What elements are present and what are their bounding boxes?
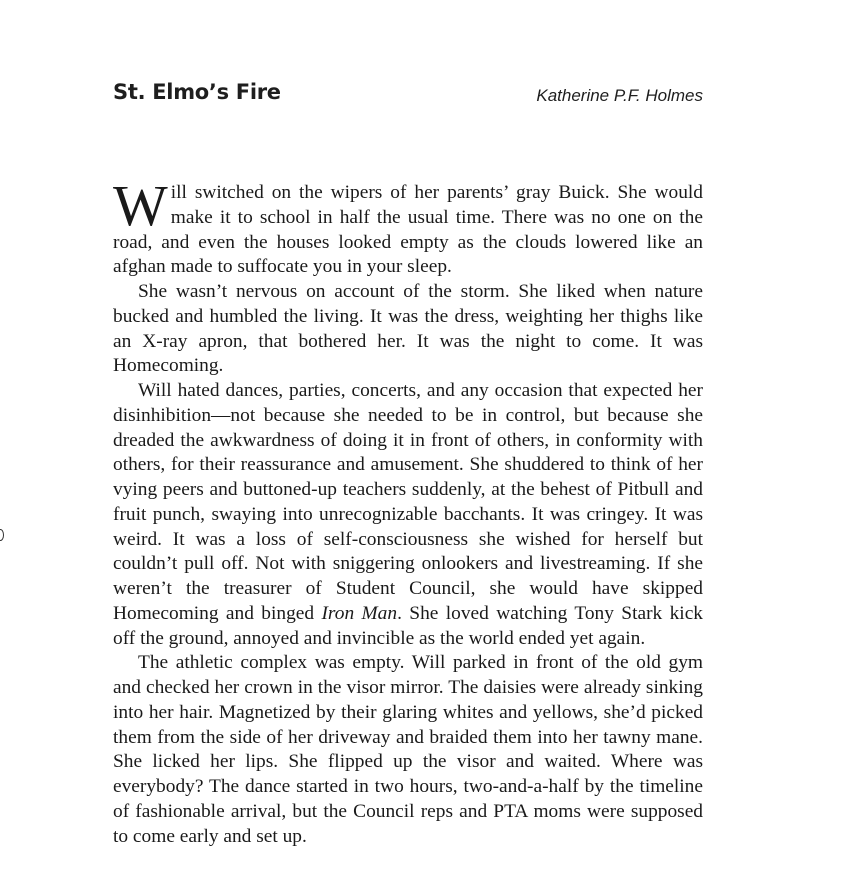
- author-name: Katherine P.F. Holmes: [536, 86, 703, 105]
- drop-cap: W: [113, 173, 168, 238]
- paragraph-1-text: ill switched on the wipers of her parents’ gray Buick. She would make it to school in half the usual time. There was no one on the road, and even the houses looked empty as the clouds lowered like an afghan made to suffocate you in your sleep.: [113, 182, 703, 278]
- movie-title: Iron Man: [321, 602, 398, 624]
- paragraph-3-text-b: . She loved watching Tony Stark kick off the ground, annoyed and invincible as the world ended yet again.: [113, 602, 703, 649]
- paragraph-4: The athletic complex was empty. Will parked in front of the old gym and checked her crown in the visor mirror. The daisies were already sinking into her hair. Magnetized by their glaring whites and yellows, she’d picked them from the side of her driveway and braided them into her tawny mane. She licked her lips. She flipped up the visor and waited. Where was everybody? The dance started in two hours, two-and-a-half by the timeline of fashionable arrival, but the Council reps and PTA moms were supposed to come early and set up.: [113, 652, 703, 847]
- paragraph-3: [113, 379, 703, 651]
- paragraph-1: [113, 173, 703, 280]
- page-header: [113, 80, 703, 112]
- story-title: St. Elmo’s Fire: [113, 80, 281, 104]
- margin-mark: [0, 529, 4, 541]
- paragraph-3-text-a: Will hated dances, parties, concerts, and any occasion that expected her disinhibition—not because she needed to be in control, but because she dreaded the awkwardness of doing it in front of others, in conformity with others, for their reassurance and amusement. She shuddered to think of her vying peers and buttoned-up teachers suddenly, at the behest of Pitbull and fruit punch, swaying into unrecognizable bacchants. It was cringey. It was weird. It was a loss of self-consciousness she wished for herself but couldn’t pull off. Not with sniggering onlookers and livestreaming. If she weren’t the treasurer of Student Council, she would have skipped Homecoming and binged: [113, 380, 703, 624]
- story-body: [113, 173, 703, 849]
- paragraph-2: She wasn’t nervous on account of the storm. She liked when nature bucked and humbled the living. It was the dress, weighting her thighs like an X-ray apron, that bothered her. It was the night to come. It was Homecoming.: [113, 281, 703, 377]
